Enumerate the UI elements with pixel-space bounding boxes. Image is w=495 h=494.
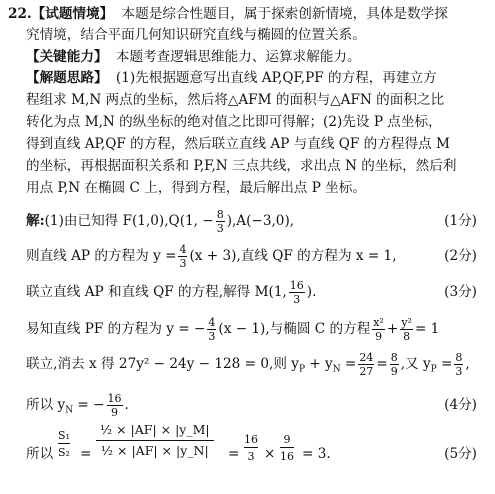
solution-line-7-label: 所以 — [26, 446, 54, 462]
solution-line-2-text-b: (x + 3),直线 QF 的方程为 x = 1, — [189, 248, 397, 264]
fraction-x2-9 — [372, 317, 385, 342]
frac-num: 4 — [179, 243, 187, 256]
frac-num: 16 — [244, 433, 258, 446]
solution-line-2-text-a: 则直线 AP 的方程为 y = — [26, 248, 177, 264]
fraction-8-3 — [216, 209, 225, 234]
approach-text-5: 的坐标，再根据面积关系和 P,F,N 三点共线，求出点 N 的坐标，然后利 — [26, 158, 457, 174]
points-5: (5分) — [444, 446, 477, 462]
area-ratio-num: ½ × |AF| × |y_M| — [96, 424, 214, 441]
points-2: (2分) — [444, 248, 477, 264]
question-number: 22. — [8, 6, 32, 22]
frac-num: 4 — [208, 316, 216, 329]
ability-line — [26, 49, 361, 65]
subscript-p: P — [298, 364, 305, 375]
result: = 3. — [302, 446, 331, 462]
points-3: (3分) — [444, 284, 477, 300]
frac-den: S₂ — [58, 446, 70, 459]
solution-line-6-text-c: . — [124, 397, 129, 413]
frac-num: 8 — [455, 351, 463, 364]
subscript-n: N — [332, 364, 341, 375]
solution-line-1 — [26, 205, 294, 237]
fraction-16-3 — [244, 434, 258, 462]
frac-den: 3 — [179, 257, 187, 270]
scenario-text-2: 究情境，结合平面几何知识研究直线与椭圆的位置关系。 — [26, 27, 366, 43]
solution-line-5 — [26, 348, 470, 386]
solution-line-4-text-a: 易知直线 PF 的方程为 y = − — [26, 321, 206, 337]
fraction-8-9 — [390, 352, 399, 377]
equals-sign: = — [80, 446, 92, 462]
approach-tag: 【解题思路】 — [26, 70, 108, 86]
scenario-tag: 【试题情境】 — [31, 6, 114, 22]
ability-tag: 【关键能力】 — [26, 49, 108, 65]
approach-text-3: 转化为点 M,N 的纵坐标的绝对值之比即可得解；(2)先设 P 点坐标， — [26, 114, 442, 130]
solution-line-3-text-b: ). — [306, 284, 317, 300]
frac-num: 16 — [107, 392, 122, 405]
subscript-p: P — [430, 364, 437, 375]
fraction-16-3 — [289, 280, 305, 305]
times-sign: × — [264, 446, 276, 462]
frac-den: 3 — [216, 222, 224, 235]
frac-den: 9 — [390, 365, 398, 378]
solution-line-3-text-a: 联立直线 AP 和直线 QF 的方程,解得 M(1, — [26, 284, 287, 300]
solution-line-3 — [26, 276, 316, 308]
fraction-4-3 — [207, 317, 216, 342]
frac-den: 9 — [111, 406, 119, 419]
solution-label: 解: — [26, 213, 45, 229]
plus-sign: + — [386, 321, 399, 337]
frac-den: 8 — [403, 330, 411, 343]
fraction-s1-s2 — [58, 430, 70, 458]
approach-line-1 — [26, 70, 437, 86]
fraction-16-9 — [107, 393, 123, 418]
frac-den: 3 — [293, 293, 301, 306]
area-ratio-fraction — [96, 424, 214, 457]
solution-line-5-text-f: = — [436, 356, 453, 372]
area-ratio-den: ½ × |AF| × |y_N| — [100, 442, 209, 458]
approach-text-2: 程组求 M,N 两点的坐标，然后将△AFM 的面积与△AFN 的面积之比 — [26, 92, 445, 108]
solution-line-1-text-a: (1)由已知得 F(1,0),Q(1, − — [44, 213, 214, 229]
fraction-y2-8 — [400, 317, 413, 342]
frac-den: 3 — [247, 450, 255, 463]
solution-line-4-text-b: (x − 1),与椭圆 C 的方程 — [218, 321, 371, 337]
frac-den: 16 — [280, 450, 294, 463]
solution-line-4-text-c: = 1 — [414, 321, 440, 337]
frac-den: 3 — [455, 365, 463, 378]
points-1: (1分) — [444, 213, 477, 229]
equals-sign: = — [228, 446, 240, 462]
solution-line-5-text-g: , — [465, 356, 470, 372]
solution-line-5-text-a: 联立,消去 x 得 27y² − 24y − 128 = 0,则 y — [26, 356, 299, 372]
fraction-8-3 — [454, 352, 463, 377]
frac-den: 3 — [208, 330, 216, 343]
frac-num: y² — [401, 316, 412, 329]
question-header-line-1 — [8, 6, 448, 22]
frac-den: 9 — [375, 330, 383, 343]
solution-line-4 — [26, 313, 439, 345]
solution-line-5-text-e: ,又 y — [400, 356, 431, 372]
fraction-24-27 — [358, 352, 374, 377]
points-4: (4分) — [444, 397, 477, 413]
approach-text-4: 得到直线 AP,QF 的方程，然后联立直线 AP 与直线 QF 的方程得点 M — [26, 136, 450, 152]
solution-line-5-text-c: = — [340, 356, 357, 372]
solution-line-2 — [26, 240, 397, 272]
approach-text-6: 用点 P,N 在椭圆 C 上，得到方程，最后解出点 P 坐标。 — [26, 180, 366, 196]
solution-line-1-text-b: ),A(−3,0), — [226, 213, 295, 229]
solution-line-6-text-b: = − — [73, 397, 105, 413]
solution-line-6-text-a: 所以 y — [26, 397, 66, 413]
frac-num: x² — [373, 316, 384, 329]
fraction-4-3 — [178, 244, 187, 269]
frac-num: 9 — [280, 434, 294, 448]
ability-text: 本题考查逻辑思维能力、运算求解能力。 — [115, 49, 361, 65]
approach-text-1: (1)先根据题意写出直线 AP,QF,PF 的方程，再建立方 — [115, 70, 437, 86]
frac-num: 8 — [390, 351, 398, 364]
frac-num: S₁ — [58, 429, 70, 442]
frac-num: 16 — [289, 279, 304, 292]
subscript-n: N — [65, 405, 74, 416]
scenario-text-1: 本题是综合性题目，属于探索创新情境，具体是数学探 — [121, 6, 448, 22]
solution-line-5-text-d: = — [376, 356, 388, 372]
frac-num: 8 — [216, 208, 224, 221]
fraction-9-16 — [280, 434, 294, 462]
solution-line-5-text-b: + y — [305, 356, 333, 372]
frac-den: 27 — [359, 365, 374, 378]
frac-num: 24 — [359, 351, 374, 364]
